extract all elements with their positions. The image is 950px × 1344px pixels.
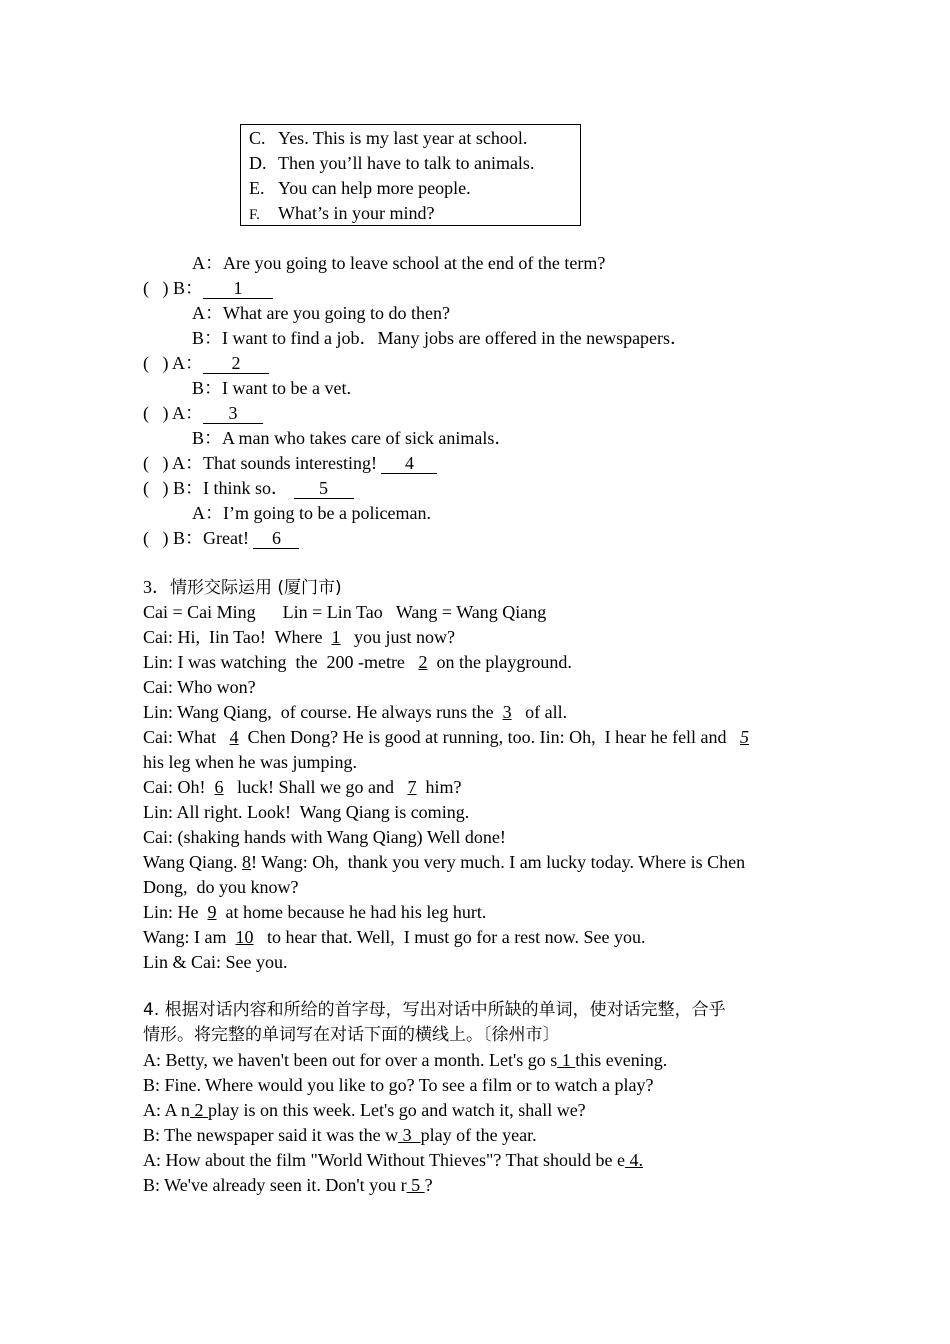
dialog-line: his leg when he was jumping.: [143, 752, 357, 772]
dialog-line: A：What are you going to do then?: [192, 303, 450, 323]
dialog-line: Cai: What 4 Chen Dong? He is good at running, too. Iin: Oh, I hear he fell and 5: [143, 727, 750, 747]
blank: 9: [207, 902, 217, 922]
blank: 6: [214, 777, 224, 797]
blank: 2: [203, 354, 269, 374]
dialog-line: A: How about the film "World Without Thieves"? That should be e 4.: [143, 1150, 643, 1170]
option-e: E. You can help more people.: [249, 178, 471, 198]
options-box: [240, 124, 581, 226]
option-d: D. Then you’ll have to talk to animals.: [249, 153, 535, 173]
dialog-line: B：I want to find a job．Many jobs are offered in the newspapers．: [192, 328, 689, 348]
dialog-line: B：I want to be a vet.: [192, 378, 351, 398]
dialog-line: Cai: (shaking hands with Wang Qiang) Well done!: [143, 827, 506, 847]
dialog-line: Lin & Cai: See you.: [143, 952, 288, 972]
dialog-line: B: The newspaper said it was the w 3 play of the year.: [143, 1125, 537, 1145]
dialog-line: Wang Qiang. 8! Wang: Oh, thank you very much. I am lucky today. Where is Chen: [143, 852, 746, 872]
blank: 10: [235, 927, 254, 947]
dialog-line: A: Betty, we haven't been out for over a month. Let's go s 1 this evening.: [143, 1050, 668, 1070]
option-c: C. Yes. This is my last year at school.: [249, 128, 528, 148]
dialog-line: Wang: I am 10 to hear that. Well, I must go for a rest now. See you.: [143, 927, 646, 947]
dialog-line: ( ) B：Great! 6: [143, 527, 299, 549]
blank: 3: [398, 1125, 421, 1145]
blank: 8: [242, 852, 252, 872]
dialog-line: Dong, do you know?: [143, 877, 299, 897]
dialog-line: ( ) A： 2: [143, 352, 269, 374]
dialog-line: B：A man who takes care of sick animals．: [192, 428, 513, 448]
dialog-line: A: A n 2 play is on this week. Let's go and watch it, shall we?: [143, 1100, 586, 1120]
section-heading: 情形。将完整的单词写在对话下面的横线上。〔徐州市〕: [143, 1025, 560, 1045]
dialog-line: ( ) A： 3: [143, 402, 263, 424]
dialog-line: Cai: Oh! 6 luck! Shall we go and 7 him?: [143, 777, 462, 797]
blank: 2: [418, 652, 428, 672]
blank: 5: [294, 479, 354, 499]
blank: 4: [229, 727, 239, 747]
blank: 5: [406, 1175, 425, 1195]
blank: 4.: [624, 1150, 643, 1170]
blank: 1: [331, 627, 341, 647]
blank: 1: [557, 1050, 576, 1070]
blank: 6: [253, 529, 299, 549]
blank: 5: [740, 727, 750, 747]
blank: 1: [203, 279, 273, 299]
option-f: F. What’s in your mind?: [249, 203, 435, 223]
dialog-line: Lin: I was watching the 200 -metre 2 on the playground.: [143, 652, 572, 672]
dialog-line: B: We've already seen it. Don't you r 5 ?: [143, 1175, 433, 1195]
dialog-line: ( ) B：I think so． 5: [143, 477, 354, 499]
names-legend: Cai = Cai Ming Lin = Lin Tao Wang = Wang Qiang: [143, 602, 547, 622]
section-heading: 3．情形交际运用 (厦门市): [143, 577, 342, 598]
dialog-line: A：Are you going to leave school at the end of the term?: [192, 253, 606, 273]
blank: 2: [190, 1100, 209, 1120]
dialog-line: Lin: He 9 at home because he had his leg hurt.: [143, 902, 487, 922]
dialog-line: A：I’m going to be a policeman.: [192, 503, 431, 523]
dialog-line: B: Fine. Where would you like to go? To see a film or to watch a play?: [143, 1075, 654, 1095]
dialog-line: Cai: Hi, Iin Tao! Where 1 you just now?: [143, 627, 456, 647]
blank: 4: [381, 454, 437, 474]
dialog-line: ( ) A：That sounds interesting! 4: [143, 452, 437, 474]
dialog-line: Lin: All right. Look! Wang Qiang is coming.: [143, 802, 470, 822]
dialog-line: Cai: Who won?: [143, 677, 256, 697]
blank: 3: [203, 404, 263, 424]
dialog-line: Lin: Wang Qiang, of course. He always runs the 3 of all.: [143, 702, 568, 722]
blank: 7: [407, 777, 417, 797]
blank: 3: [502, 702, 512, 722]
section-heading: 4. 根据对话内容和所给的首字母，写出对话中所缺的单词，使对话完整，合乎: [143, 1000, 726, 1020]
dialog-line: ( ) B： 1: [143, 277, 273, 299]
